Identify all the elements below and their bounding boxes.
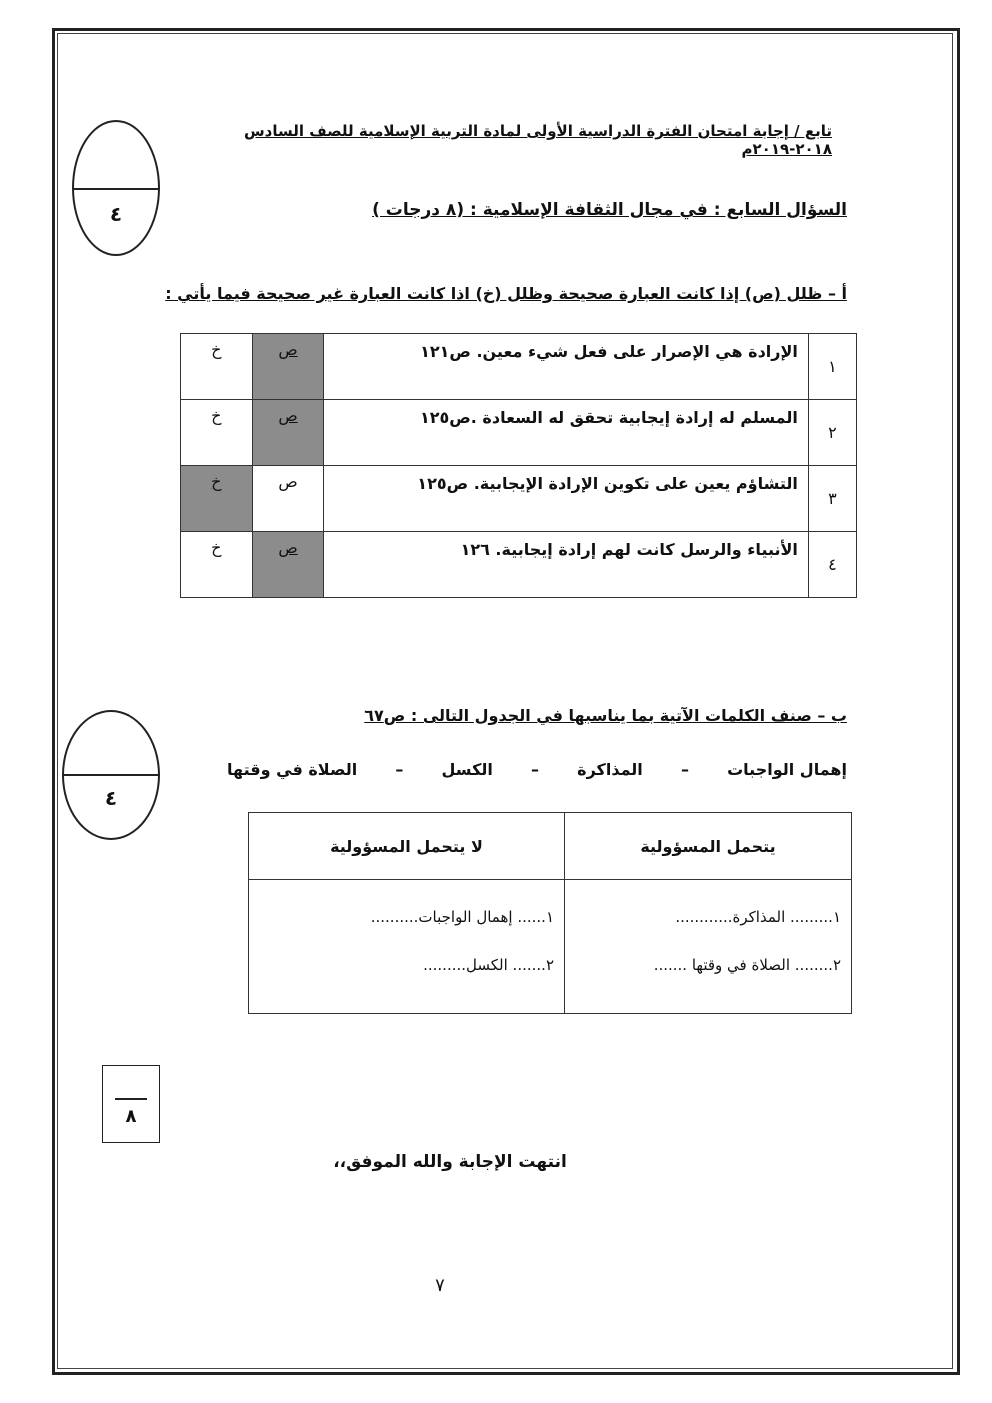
option-true-cell[interactable]	[252, 466, 324, 532]
true-false-table	[180, 333, 857, 598]
row-number: ٢	[808, 400, 856, 466]
option-true-label: ص	[278, 472, 298, 491]
row-number: ٤	[808, 532, 856, 598]
question-title: السؤال السابع : في مجال الثقافة الإسلامية : (٨ درجات )	[372, 200, 847, 220]
classification-table	[248, 812, 852, 1014]
option-false-cell[interactable]	[181, 466, 253, 532]
option-true-label: ص	[278, 406, 298, 425]
part-b-instruction: ب – صنف الكلمات الآتية بما يناسبها في الجدول التالى : ص٦٧	[364, 706, 847, 725]
word-item: المذاكرة	[577, 760, 643, 779]
score-part-b: ٤	[104, 786, 118, 810]
word-bank	[227, 760, 847, 779]
responsible-cell	[565, 880, 852, 1014]
answer-line: ١...... إهمال الواجبات..........	[370, 908, 554, 926]
column-header-responsible: يتحمل المسؤولية	[565, 813, 852, 880]
exam-header-title: تابع / إجابة امتحان الفترة الدراسية الأولى لمادة التربية الإسلامية للصف السادس ٢٠١٨-٢٠١٩م	[243, 122, 832, 158]
word-separator: –	[395, 760, 404, 779]
option-true-cell[interactable]	[252, 334, 324, 400]
row-statement: الإرادة هي الإصرار على فعل شيء معين. ص١٢١	[324, 334, 809, 400]
answer-line: ٢....... الكسل.........	[423, 956, 554, 974]
word-item: الكسل	[441, 760, 493, 779]
table-row	[181, 466, 857, 532]
part-a-instruction: أ – ظلل (ص) إذا كانت العبارة صحيحة وظلل (خ) اذا كانت العبارة غير صحيحة فيما يأتي :	[165, 284, 847, 303]
row-statement: الأنبياء والرسل كانت لهم إرادة إيجابية. ١٢٦	[324, 532, 809, 598]
word-item: إهمال الواجبات	[727, 760, 847, 779]
option-false-cell[interactable]	[181, 400, 253, 466]
row-number: ٣	[808, 466, 856, 532]
row-statement: المسلم له إرادة إيجابية تحقق له السعادة .ص١٢٥	[324, 400, 809, 466]
row-statement: التشاؤم يعين على تكوين الإرادة الإيجابية. ص١٢٥	[324, 466, 809, 532]
option-false-label: خ	[211, 406, 222, 425]
option-true-cell[interactable]	[252, 532, 324, 598]
answer-line: ٢........ الصلاة في وقتها .......	[653, 956, 841, 974]
total-score: ٨	[125, 1106, 137, 1127]
row-number: ١	[808, 334, 856, 400]
table-row	[181, 532, 857, 598]
score-part-a: ٤	[109, 202, 123, 226]
option-true-label: ص	[278, 538, 298, 557]
option-false-cell[interactable]	[181, 334, 253, 400]
table-row	[181, 400, 857, 466]
table-row	[249, 813, 852, 880]
option-false-cell[interactable]	[181, 532, 253, 598]
closing-text: انتهت الإجابة والله الموفق،،	[333, 1152, 567, 1172]
score-oval-part-b	[62, 710, 160, 840]
table-row	[249, 880, 852, 1014]
answer-line: ١......... المذاكرة............	[675, 908, 841, 926]
option-false-label: خ	[211, 472, 222, 491]
total-score-box	[102, 1065, 160, 1143]
table-row	[181, 334, 857, 400]
word-separator: –	[531, 760, 539, 779]
word-item: الصلاة في وقتها	[227, 760, 358, 779]
word-separator: –	[680, 760, 689, 779]
option-true-cell[interactable]	[252, 400, 324, 466]
not-responsible-cell	[249, 880, 565, 1014]
column-header-not-responsible: لا يتحمل المسؤولية	[249, 813, 565, 880]
page-number: ٧	[435, 1275, 445, 1296]
option-true-label: ص	[278, 340, 298, 359]
option-false-label: خ	[211, 340, 222, 359]
score-oval-part-a	[72, 120, 160, 256]
option-false-label: خ	[211, 538, 222, 557]
